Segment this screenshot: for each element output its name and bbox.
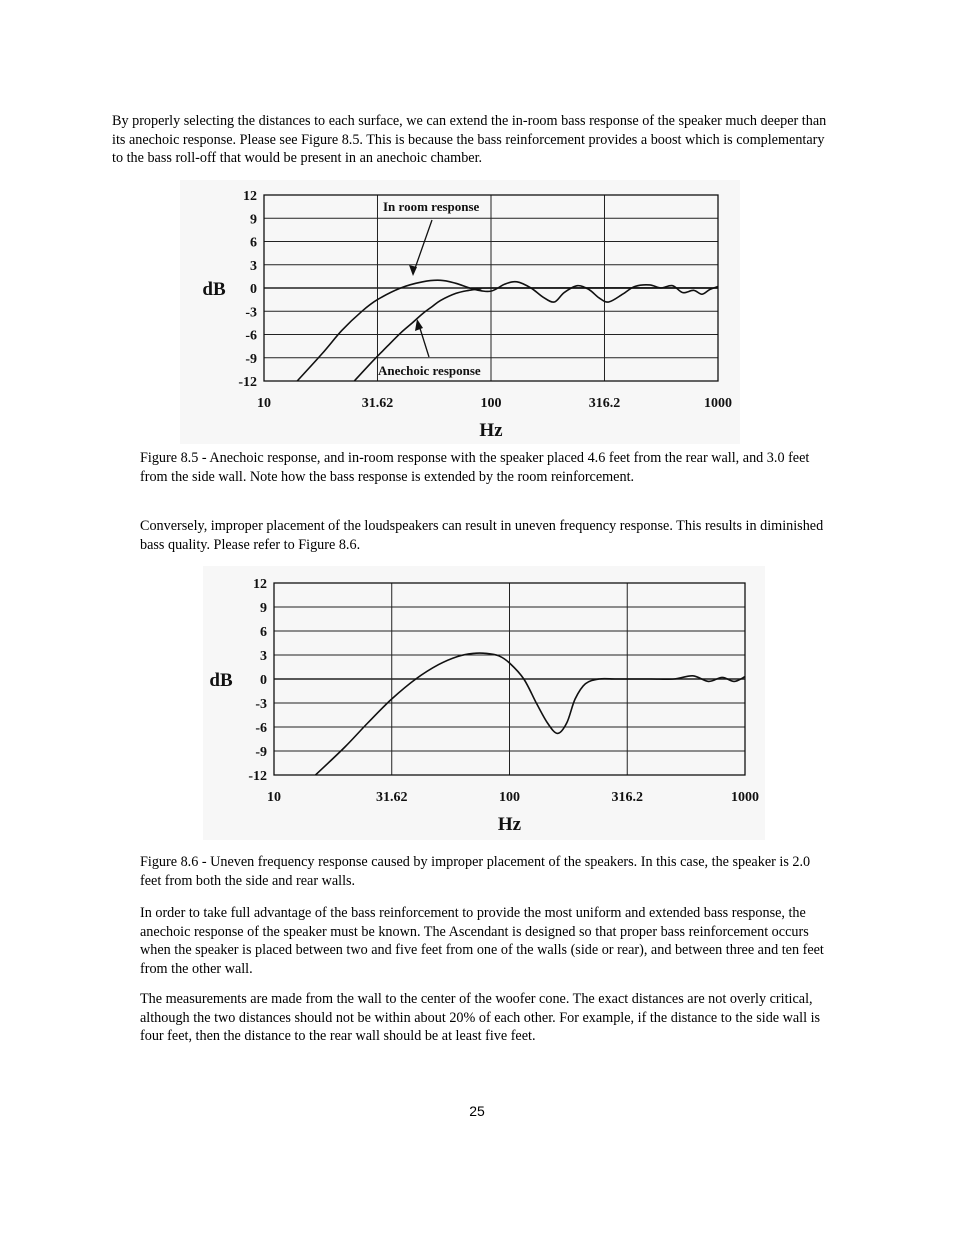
fig85-x-tick-label: 10 (257, 396, 271, 411)
fig86-x-tick-label: 31.62 (375, 790, 408, 805)
fig85-y-tick-label: 3 (250, 258, 257, 274)
fig85-y-tick-label: -3 (245, 305, 257, 321)
fig85-y-tick-label: 0 (250, 282, 257, 297)
fig86-x-tick-label: 1000 (731, 790, 759, 805)
fig85-x-tick-label: 316.2 (588, 396, 621, 411)
fig85-y-tick-label: -12 (238, 375, 257, 390)
fig85-y-tick-label: -9 (245, 351, 257, 367)
fig86-y-tick-label: -3 (255, 697, 267, 712)
measurements-paragraph: The measurements are made from the wall to the center of the woofer cone. The exact distances are not overly critical, although the two distances should not be within about 20% of each other. For example, if the distance to the side wall is four feet, then the distance to the rear wall should be at least five feet. (140, 991, 821, 1044)
fig85-x-tick-label: 100 (480, 396, 502, 411)
fig86-y-tick-label: 12 (253, 577, 267, 592)
fig86-x-tick-label: 316.2 (611, 790, 643, 805)
fig86-x-tick-label: 10 (267, 790, 281, 805)
fig86-x-tick-label: 100 (499, 790, 520, 805)
fig86-x-axis-label: Hz (497, 814, 522, 835)
advantage-paragraph: In order to take full advantage of the bass reinforcement to provide the most uniform and extended bass response, the anechoic response of the speaker must be known. The Ascendant is designed so that proper bass reinforcement occurs when the speaker is placed between two and five feet from one of the walls (side or rear), and between three and ten feet from the other wall. (140, 905, 824, 977)
figure-8-5-svg (180, 180, 740, 444)
figure-8-6-chart (203, 566, 765, 840)
fig86-y-tick-label: 9 (260, 601, 267, 616)
fig85-arrow-in-room (413, 220, 432, 274)
fig86-y-tick-label: 3 (260, 649, 267, 664)
fig85-y-tick-label: -6 (245, 328, 257, 344)
figure-8-5-chart (180, 180, 740, 444)
fig86-y-tick-label: -12 (248, 769, 267, 784)
fig85-x-axis-label: Hz (479, 420, 503, 441)
fig85-y-tick-label: 12 (243, 189, 257, 204)
fig86-y-tick-label: -9 (255, 745, 267, 760)
fig86-series-line-1 (316, 653, 746, 775)
fig85-annotation-in-room: In room response (383, 199, 480, 214)
fig85-y-axis-label: dB (202, 279, 226, 300)
figure-8-6-svg (203, 566, 765, 840)
fig86-y-tick-label: -6 (255, 721, 267, 736)
fig85-arrowhead-anechoic (415, 319, 423, 331)
fig85-x-tick-label: 31.62 (361, 396, 394, 411)
page-number: 25 (469, 1103, 485, 1119)
fig85-x-tick-label: 1000 (704, 396, 732, 411)
fig85-y-tick-label: 6 (250, 235, 257, 251)
fig85-annotation-anechoic: Anechoic response (378, 363, 481, 378)
figure-8-6-caption: Figure 8.6 - Uneven frequency response caused by improper placement of the speakers. In this case, the speaker is 2.0 feet from both the side and rear walls. (140, 854, 811, 889)
intro-paragraph: By properly selecting the distances to each surface, we can extend the in-room bass response of the speaker much deeper than its anechoic response. Please see Figure 8.5. This is because the bass reinforcement provides a boost which is complementary to the bass roll-off that would be present in an anechoic chamber. (112, 113, 827, 166)
fig86-y-tick-label: 0 (260, 673, 267, 688)
fig86-y-tick-label: 6 (260, 625, 267, 640)
fig85-y-tick-label: 9 (250, 212, 257, 228)
fig86-y-axis-label: dB (209, 670, 233, 691)
conversely-paragraph: Conversely, improper placement of the loudspeakers can result in uneven frequency response. This results in diminished bass quality. Please refer to Figure 8.6. (140, 518, 824, 553)
figure-8-5-caption: Figure 8.5 - Anechoic response, and in-room response with the speaker placed 4.6 feet from the rear wall, and 3.0 feet from the side wall. Note how the bass response is extended by the room reinforcement. (140, 450, 810, 485)
fig85-series-line-1 (297, 280, 718, 381)
